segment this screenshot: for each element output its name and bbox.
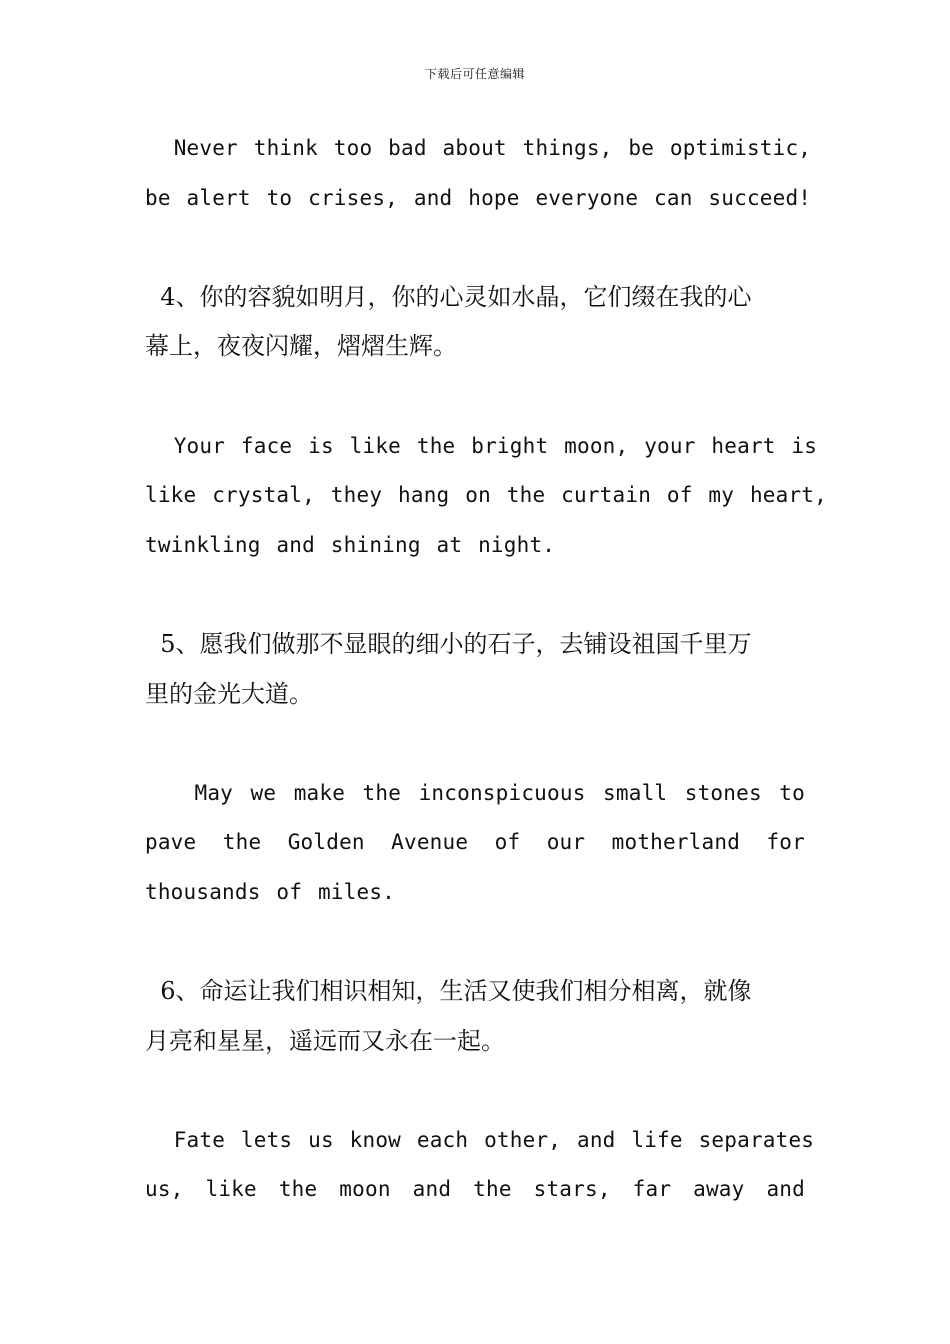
paragraph-chinese-4	[145, 273, 805, 372]
text-line: pave the Golden Avenue of our motherland for	[145, 830, 805, 855]
text-line: May we make the inconspicuous small stones to	[194, 780, 805, 805]
text-line: Never think too bad about things, be optimistic,	[173, 136, 812, 160]
paragraph-chinese-5	[145, 620, 805, 719]
text-line: like crystal, they hang on the curtain of my heart,	[145, 483, 827, 508]
paragraph-english-5	[145, 769, 805, 918]
paragraph-chinese-6	[145, 967, 805, 1066]
paragraph-english-1	[145, 124, 812, 223]
paragraph-english-4	[145, 422, 827, 571]
text-line: 6、命运让我们相识相知，生活又使我们相分相离，就像	[160, 977, 752, 1006]
text-line: us, like the moon and the stars, far away and	[145, 1177, 805, 1202]
text-line: Fate lets us know each other, and life separates	[173, 1127, 815, 1152]
document-body	[145, 124, 827, 1215]
text-line: be alert to crises, and hope everyone can succeed!	[145, 185, 812, 210]
text-line: Your face is like the bright moon, your heart is	[173, 433, 818, 458]
text-line: 里的金光大道。	[145, 679, 313, 708]
text-line: 月亮和星星，遥远而又永在一起。	[145, 1026, 505, 1055]
text-line: thousands of miles.	[145, 879, 396, 904]
text-line: 4、你的容貌如明月，你的心灵如水晶，它们缀在我的心	[160, 282, 752, 311]
page-header-note: 下载后可任意编辑	[424, 67, 525, 81]
text-line: 5、愿我们做那不显眼的细小的石子，去铺设祖国千里万	[160, 629, 752, 658]
text-line: twinkling and shining at night.	[145, 532, 556, 557]
text-line: 幕上，夜夜闪耀，熠熠生辉。	[145, 332, 457, 361]
paragraph-english-6	[145, 1116, 815, 1215]
